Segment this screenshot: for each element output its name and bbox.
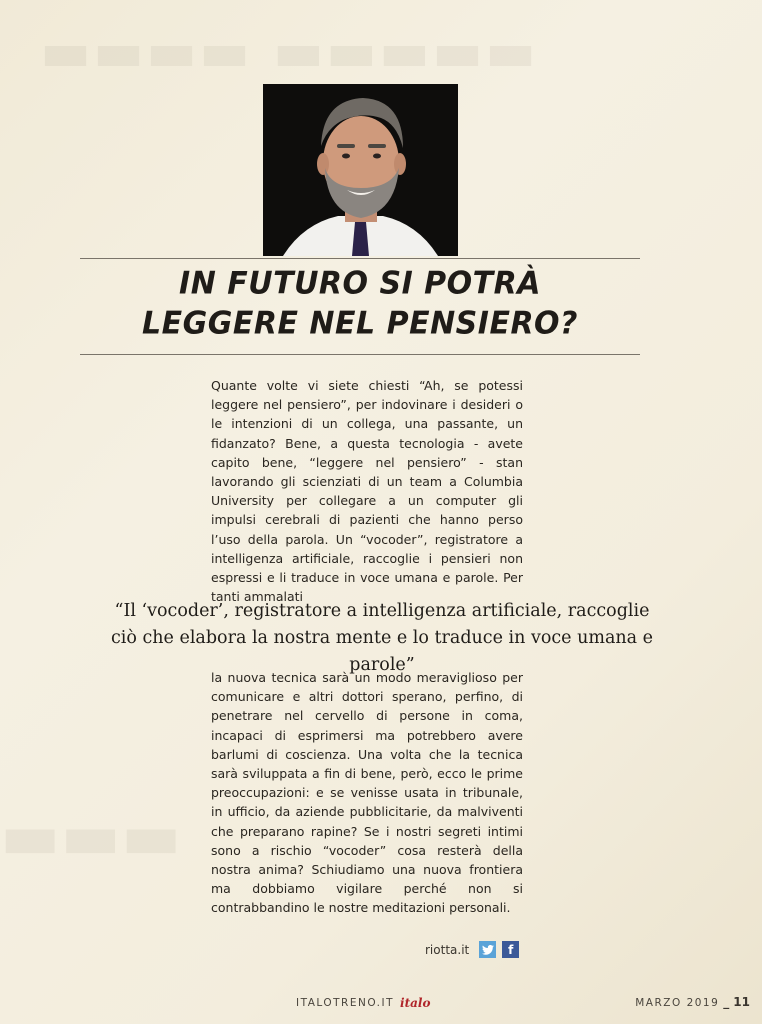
pull-quote-line-1: “Il ‘vocoder’, registratore a intelligenza artificiale, raccoglie (114, 601, 650, 621)
folio-separator: _ (723, 995, 730, 1009)
italo-logo: italo (400, 996, 431, 1010)
show-through-text: ▬▬▬ (0, 800, 182, 874)
footer-site (296, 996, 430, 1010)
headline-bottom-rule (80, 354, 640, 355)
issue-date: MARZO 2019 (635, 997, 720, 1009)
footer-site-url: ITALOTRENO.IT (296, 997, 395, 1009)
article-body-bottom (211, 668, 523, 918)
page-number: 11 (733, 995, 750, 1009)
author-signature (425, 941, 519, 958)
twitter-icon[interactable] (479, 941, 496, 958)
pull-quote-line-2: ciò che elabora la nostra mente e lo traduce in voce umana e parole” (110, 628, 654, 675)
author-photo (263, 84, 458, 256)
headline-line-2: LEGGERE NEL PENSIERO? (142, 305, 578, 342)
headline (80, 264, 640, 344)
footer-folio (635, 995, 750, 1009)
article-body-top (211, 376, 523, 606)
author-site-link[interactable]: riotta.it (425, 942, 470, 957)
pull-quote (78, 598, 686, 679)
show-through-text: ▬▬▬▬ ▬▬▬▬▬ (40, 20, 538, 83)
headline-top-rule (80, 258, 640, 259)
facebook-icon[interactable]: f (502, 941, 519, 958)
article-paragraph: Quante volte vi siete chiesti “Ah, se potessi leggere nel pensiero”, per indovinare i desideri o le intenzioni di un collega, una passante, un fidanzato? Bene, a questa tecnologia - avete capito bene, “leggere nel pensiero” - stan lavorando gli scienziati di un team a Columbia University per collegare a un computer gli impulsi cerebrali di pazienti che hanno perso l’uso della parola. Un “vocoder”, registratore a intelligenza artificiale, raccoglie i pensieri non espressi e li traduce in voce umana e parole. Per tanti ammalati (211, 378, 523, 605)
article-paragraph: la nuova tecnica sarà un modo meraviglioso per comunicare e altri dottori sperano, perfino, di penetrare nel cervello di persone in coma, incapaci di esprimersi ma potrebbero avere barlumi di coscienza. Una volta che la tecnica sarà sviluppata a fin di bene, però, ecco le prime preoccupazioni: e se venisse usata in tribunale, in ufficio, da aziende pubblicitarie, da malviventi che preparano rapine? Se i nostri segreti intimi sono a rischio “vocoder” cosa resterà della nostra anima? Schiudiamo una nuova frontiera ma dobbiamo vigilare perché non si contrabbandino le nostre meditazioni personali. (211, 670, 523, 916)
headline-line-1: IN FUTURO SI POTRÀ (179, 265, 541, 302)
